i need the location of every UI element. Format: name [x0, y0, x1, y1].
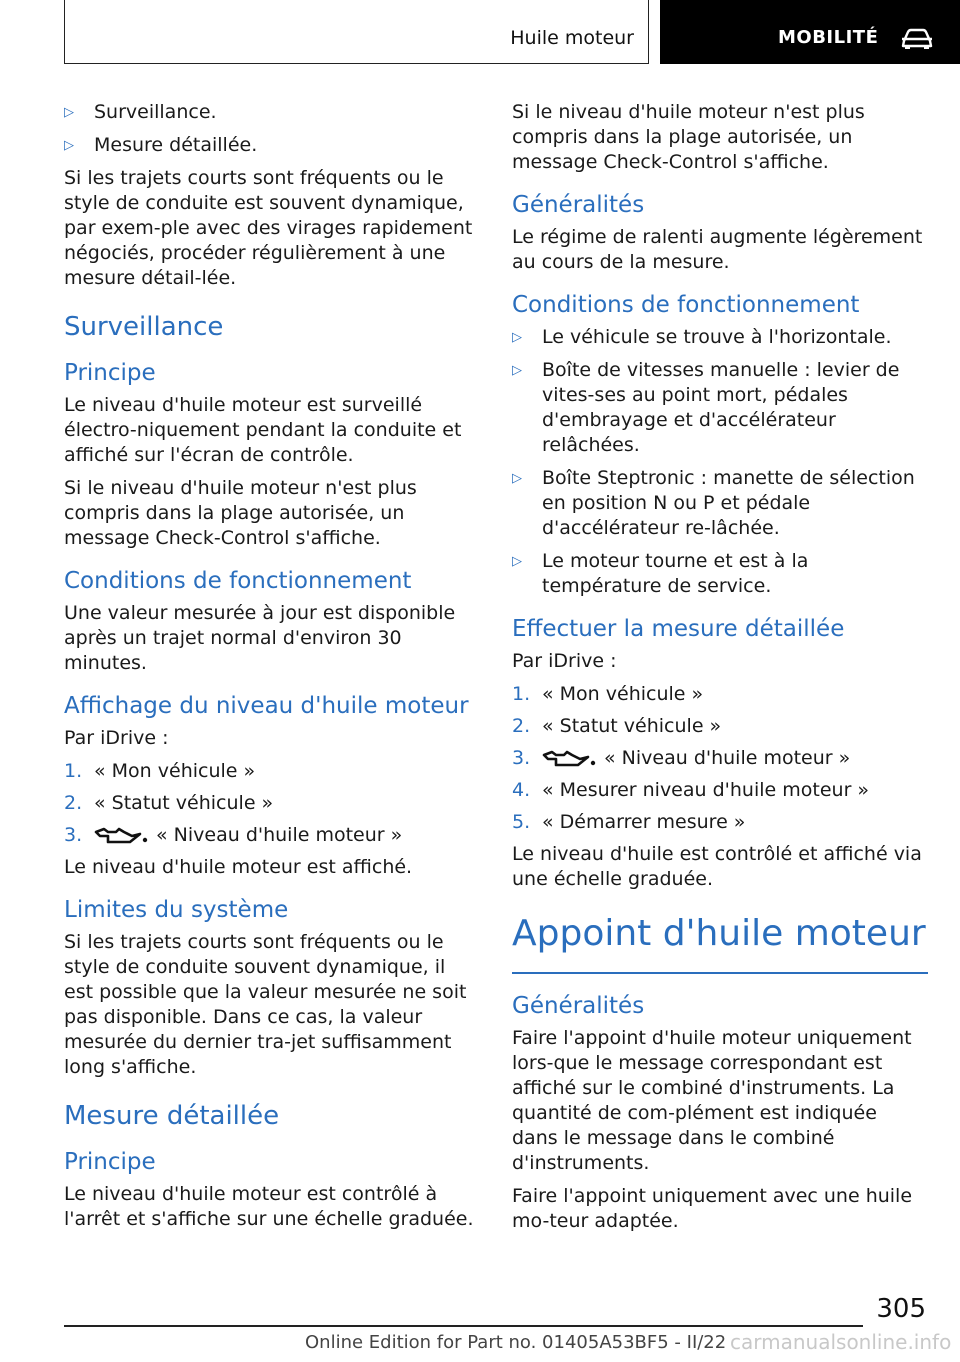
header-section-box	[64, 0, 649, 64]
footer-rule	[64, 1325, 863, 1327]
list-item: 2. « Statut véhicule »	[512, 715, 722, 737]
paragraph: Faire l'appoint d'huile moteur uniquement lors-que le message correspondant est affiché sur le combiné d'instruments. La quantité de com-plément est indiquée dans le message dans le combiné d'instruments.	[512, 1027, 912, 1174]
list-item: ▷ Boîte de vitesses manuelle : levier de vites-ses au point mort, pédales d'embrayage et d'accélérateur relâchées.	[512, 359, 900, 456]
heading-surveillance: Surveillance	[64, 312, 224, 342]
oil-can-icon	[542, 748, 598, 770]
triangle-bullet-icon: ▷	[64, 105, 74, 120]
paragraph: Par iDrive :	[64, 727, 169, 749]
list-item: 5. « Démarrer mesure »	[512, 811, 746, 833]
list-item: 2. « Statut véhicule »	[64, 792, 274, 814]
heading-conditions-right: Conditions de fonctionnement	[512, 292, 860, 318]
car-icon	[900, 27, 934, 51]
paragraph: Le niveau d'huile moteur est surveillé électro-niquement pendant la conduite et affiché sur l'écran de contrôle.	[64, 394, 462, 466]
paragraph: Si les trajets courts sont fréquents ou le style de conduite est souvent dynamique, par exem-ple avec des virages rapidement négociés, procéder régulièrement à une mesure détail-lée.	[64, 167, 473, 289]
triangle-bullet-icon: ▷	[512, 363, 522, 378]
paragraph: Le régime de ralenti augmente légèrement au cours de la mesure.	[512, 226, 923, 273]
triangle-bullet-icon: ▷	[512, 554, 522, 569]
paragraph: Par iDrive :	[512, 650, 617, 672]
heading-principe-2: Principe	[64, 1149, 156, 1175]
list-item: ▷ Le véhicule se trouve à l'horizontale.	[512, 326, 892, 348]
list-item: 3. « Niveau d'huile moteur »	[512, 747, 851, 769]
heading-effectuer: Effectuer la mesure détaillée	[512, 616, 845, 642]
list-item: 4. « Mesurer niveau d'huile moteur »	[512, 779, 870, 801]
left-column	[64, 100, 478, 1240]
right-column	[512, 100, 928, 1242]
triangle-bullet-icon: ▷	[64, 138, 74, 153]
header-chapter-box	[660, 0, 960, 64]
numbered-list	[512, 682, 928, 835]
heading-rule	[512, 972, 928, 974]
triangle-bullet-icon: ▷	[512, 471, 522, 486]
triangle-bullet-icon: ▷	[512, 330, 522, 345]
list-item: ▷ Surveillance.	[64, 101, 217, 123]
list-item: 1. « Mon véhicule »	[64, 760, 256, 782]
paragraph: Le niveau d'huile moteur est affiché.	[64, 856, 413, 878]
list-item: 1. « Mon véhicule »	[512, 683, 704, 705]
edition-text: Online Edition for Part no. 01405A53BF5 - II/22	[305, 1332, 727, 1353]
heading-generalites-2: Généralités	[512, 993, 645, 1019]
heading-conditions: Conditions de fonctionnement	[64, 568, 412, 594]
paragraph: Si le niveau d'huile moteur n'est plus compris dans la plage autorisée, un message Check-Control s'affiche.	[64, 477, 417, 549]
watermark: carmanualsonline.info	[730, 1330, 952, 1354]
chapter-title: MOBILITÉ	[778, 27, 879, 48]
paragraph: Une valeur mesurée à jour est disponible après un trajet normal d'environ 30 minutes.	[64, 602, 456, 674]
numbered-list	[64, 759, 478, 848]
paragraph: Si les trajets courts sont fréquents ou le style de conduite souvent dynamique, il est possible que la valeur mesurée ne soit pas disponible. Dans ce cas, la valeur mesurée du dernier tra-jet suffisamment long s'affiche.	[64, 931, 467, 1078]
list-item: ▷ Mesure détaillée.	[64, 134, 258, 156]
paragraph: Le niveau d'huile moteur est contrôlé à l'arrêt et s'affiche sur une échelle graduée.	[64, 1183, 474, 1230]
oil-can-icon	[94, 825, 150, 847]
paragraph: Si le niveau d'huile moteur n'est plus compris dans la plage autorisée, un message Check-Control s'affiche.	[512, 101, 865, 173]
section-title: Huile moteur	[510, 27, 634, 49]
heading-limites: Limites du système	[64, 897, 289, 923]
heading-appoint: Appoint d'huile moteur	[512, 913, 926, 954]
heading-affichage: Affichage du niveau d'huile moteur	[64, 693, 469, 719]
paragraph: Faire l'appoint uniquement avec une huile mo-teur adaptée.	[512, 1185, 913, 1232]
heading-principe: Principe	[64, 360, 156, 386]
list-item: 3. « Niveau d'huile moteur »	[64, 824, 403, 846]
page-number: 305	[876, 1294, 926, 1324]
list-item: ▷ Boîte Steptronic : manette de sélection en position N ou P et pédale d'accélérateur re-lâchée.	[512, 467, 915, 539]
list-item: ▷ Le moteur tourne et est à la température de service.	[512, 550, 809, 597]
heading-generalites: Généralités	[512, 192, 645, 218]
heading-mesure-detaillee: Mesure détaillée	[64, 1101, 280, 1131]
paragraph: Le niveau d'huile est contrôlé et affiché via une échelle graduée.	[512, 843, 922, 890]
